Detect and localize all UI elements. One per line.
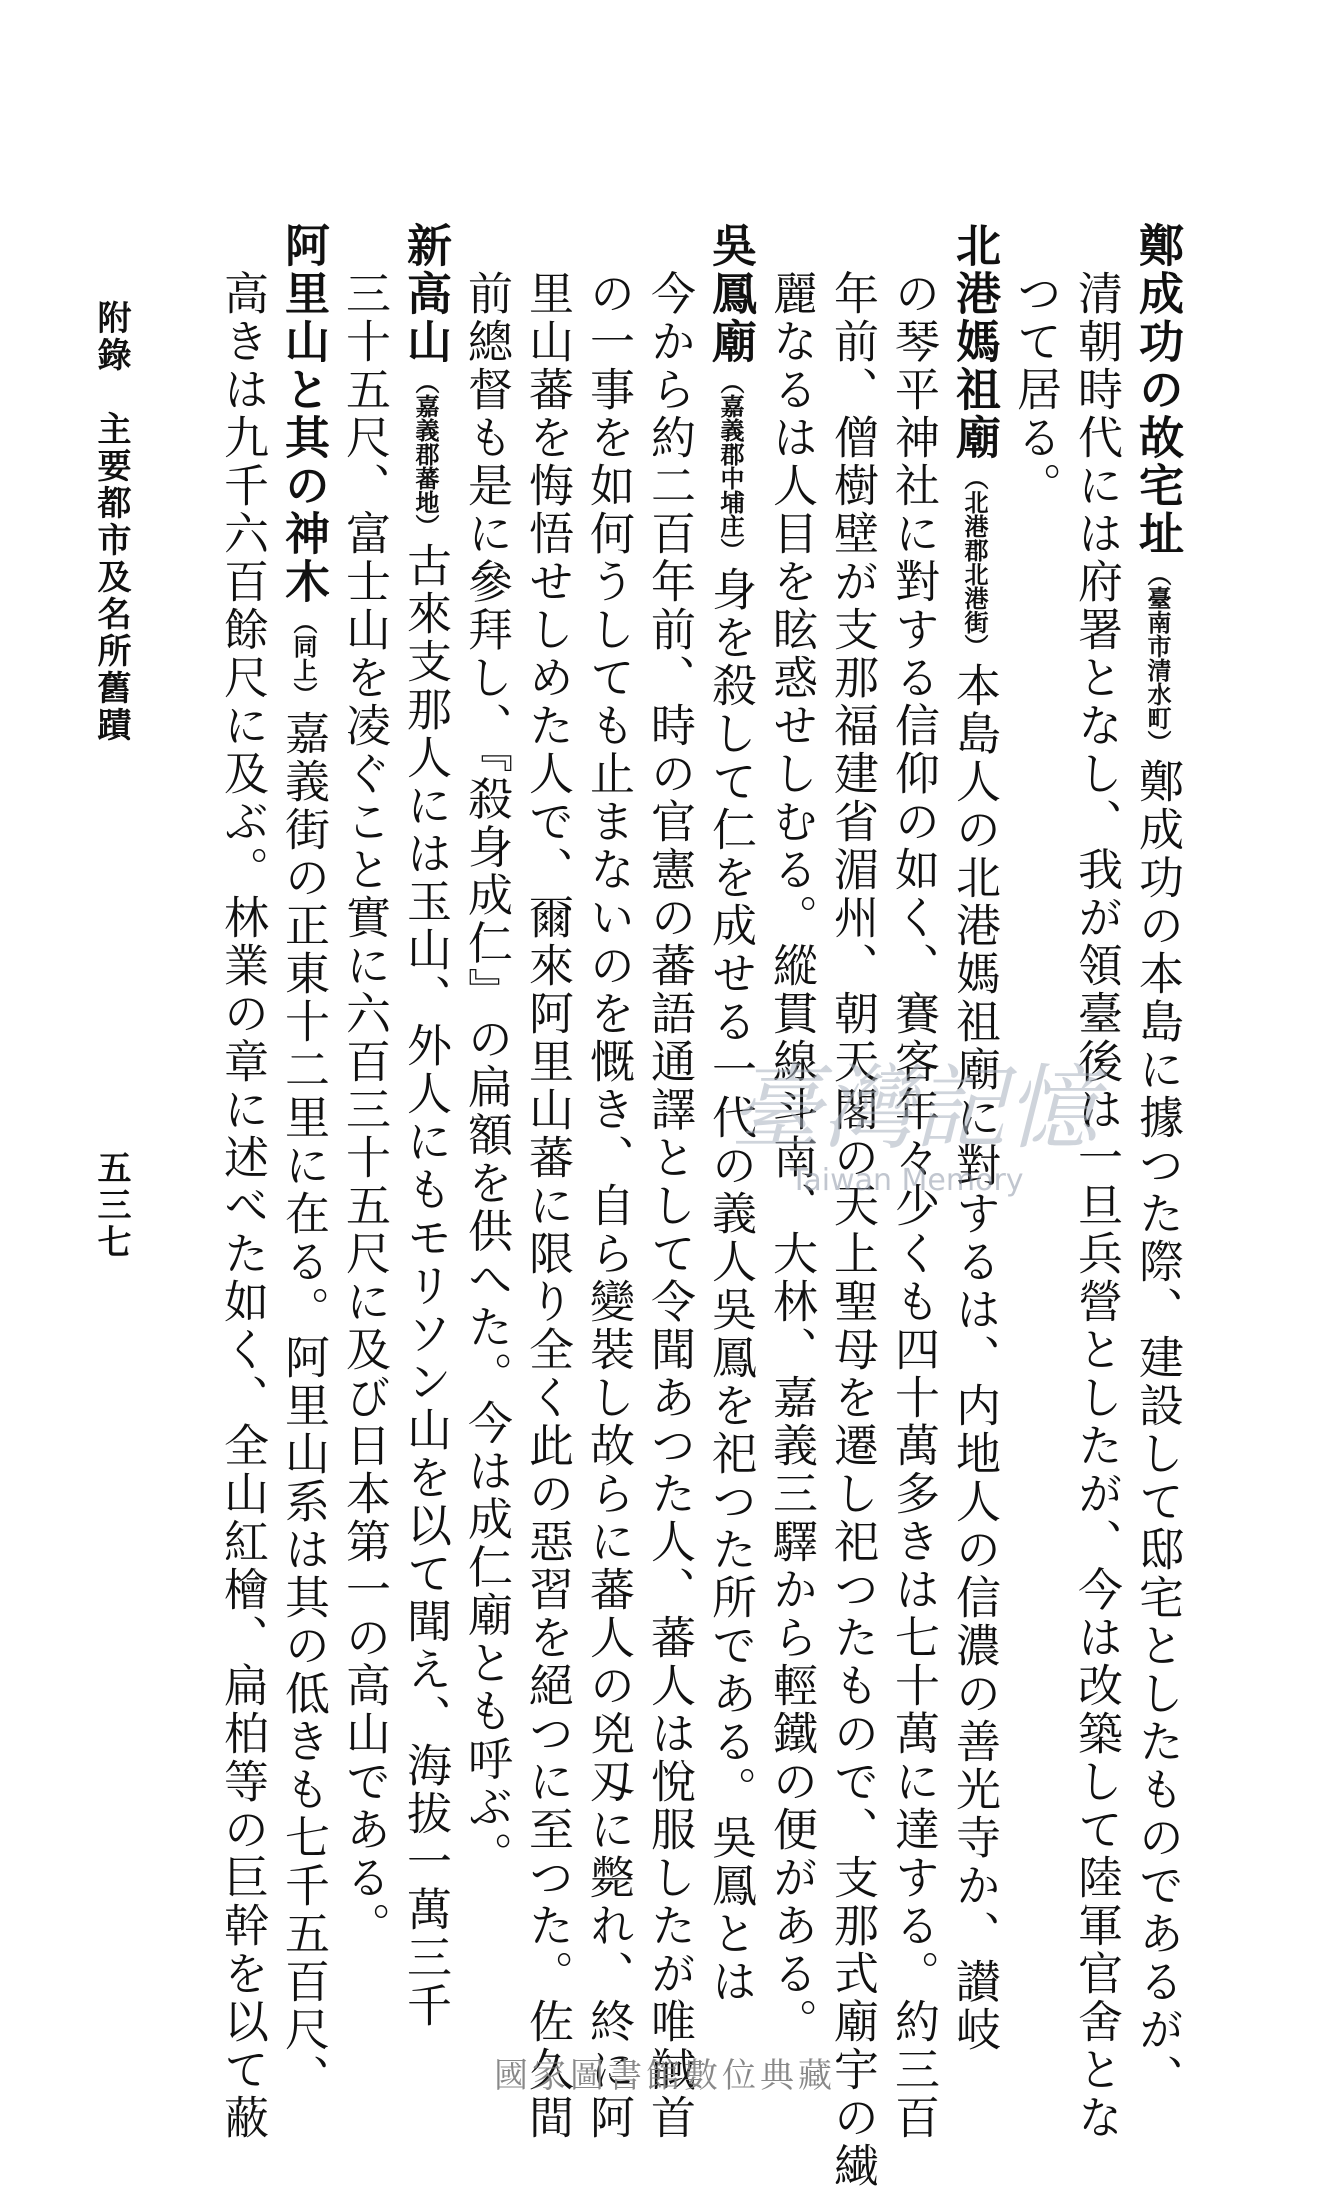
body-text: の一事を如何うしても止まないのを慨き、自ら變裝し故らに蕃人の兇刄に斃れ、終に阿 [582, 222, 635, 2142]
location-note: （嘉義郡中埔庄） [716, 370, 745, 562]
footer-collection: 國家圖書館數位典藏 [494, 2056, 836, 2096]
body-text: つて居る。 [1009, 222, 1062, 510]
text-column [397, 222, 453, 2030]
watermark-latin: Taiwan Memory [790, 1163, 1024, 1198]
body-text: の琴平神社に對する信仰の如く、賽客年々少くも四十萬多きは七十萬に達する。約三百 [887, 222, 940, 2142]
body-text: 前總督も是に參拜し、『殺身成仁』の扁額を供へた。今は成仁廟とも呼ぶ。 [460, 222, 513, 1880]
taiwan-memory-watermark [720, 1040, 1160, 1200]
text-column [458, 222, 514, 1972]
watermark-cjk: 臺灣記憶 [730, 1055, 1099, 1162]
entry-heading: 阿里山と其の神木 [277, 222, 330, 606]
body-text: 三十五尺、富士山を凌ぐこと實に六百三十五尺に及び日本第一の高山である。 [338, 222, 391, 1950]
page-number: 五三七 [91, 1150, 131, 1261]
text-column [580, 222, 636, 2142]
location-note: （北港郡北港街） [960, 466, 989, 658]
body-text: 今から約二百年前、時の官憲の蕃語通譯として令聞あつた人、蕃人は悅服したが唯馘首 [643, 222, 696, 2142]
body-text: 身を殺して仁を成せる一代の義人吳鳳を祀つた所である。吳鳳とは [704, 566, 757, 2006]
body-text: 嘉義街の正東十二里に在る。阿里山系は其の低きも七千五百尺、 [277, 710, 330, 2102]
text-column [641, 222, 697, 2142]
location-note: （臺南市清水町） [1143, 562, 1172, 754]
body-text: 古來支那人には玉山、外人にもモリソン山を以て聞え、海拔一萬三千 [399, 542, 452, 2030]
body-text: 本島人の北港媽祖廟に對するは、内地人の信濃の善光寺か、讃岐 [948, 662, 1001, 2054]
body-text: 里山蕃を悔悟せしめた人で、爾來阿里山蕃に限り全く此の惡習を絕つに至つた。佐久間 [521, 222, 574, 2142]
body-text: 鄭成功の本島に據つた際、建設して邸宅としたものであるが、 [1131, 758, 1184, 2102]
location-note: （嘉義郡蕃地） [411, 370, 440, 538]
entry-heading: 鄭成功の故宅址 [1131, 222, 1184, 558]
body-text: 麗なるは人目を眩惑せしむる。縱貫線斗南、大林、嘉義三驛から輕鐵の便がある。 [765, 222, 818, 2046]
entry-heading: 吳鳳廟 [704, 222, 757, 366]
text-column [336, 222, 392, 1972]
running-title: 附錄 主要都市及名所舊蹟 [91, 300, 131, 744]
body-text: 清朝時代には府署となし、我が領臺後は一旦兵營としたが、今は改築して陸軍官舍とな [1070, 222, 1123, 2142]
body-text: 年前、僧樹壁が支那福建省湄州、朝天閣の天上聖母を遷し祀つたもので、支那式廟宇の繊 [826, 222, 879, 2190]
body-text: 高きは九千六百餘尺に及ぶ。林業の章に述べた如く、全山紅檜、扁柏等の巨幹を以て蔽 [216, 222, 269, 2142]
text-column [275, 222, 331, 2102]
text-column [519, 222, 575, 2142]
entry-heading: 北港媽祖廟 [948, 222, 1001, 462]
text-column [214, 222, 270, 2142]
location-note: （同上） [289, 610, 318, 706]
entry-heading: 新高山 [399, 222, 452, 366]
